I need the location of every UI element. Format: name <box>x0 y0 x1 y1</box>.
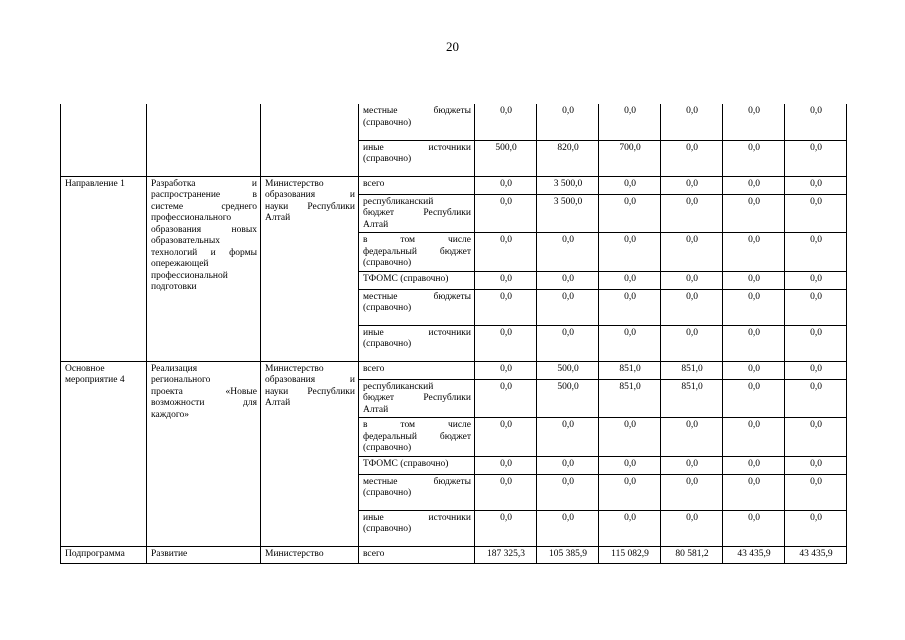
text-line: технологий и формы <box>151 247 257 258</box>
row-group-name: Подпрограмма <box>61 546 147 563</box>
page-number: 20 <box>446 39 459 54</box>
funding-source <box>359 289 475 325</box>
text-line: республиканский <box>363 196 434 207</box>
amount-cell: 0,0 <box>661 474 723 510</box>
amount-cell: 0,0 <box>599 271 661 289</box>
amount-cell: 0,0 <box>599 474 661 510</box>
row-group-name: Направление 1 <box>61 176 147 361</box>
text-line: регионального <box>151 375 211 385</box>
amount-cell: 187 325,3 <box>475 546 537 563</box>
amount-cell: 0,0 <box>599 104 661 140</box>
amount-cell: 500,0 <box>537 361 599 379</box>
text-line: местные бюджеты <box>363 476 471 487</box>
row-group-title <box>147 176 261 361</box>
amount-cell: 0,0 <box>599 418 661 457</box>
amount-cell: 0,0 <box>537 271 599 289</box>
text-line: Министерство <box>265 548 324 559</box>
text-line: бюджет Республики <box>363 208 471 218</box>
amount-cell: 0,0 <box>475 104 537 140</box>
amount-cell: 0,0 <box>723 456 785 474</box>
amount-cell: 0,0 <box>723 361 785 379</box>
amount-cell: 0,0 <box>785 289 847 325</box>
amount-cell: 0,0 <box>475 271 537 289</box>
amount-cell: 0,0 <box>785 510 847 546</box>
table-row <box>61 176 847 194</box>
amount-cell: 0,0 <box>661 194 723 233</box>
text-line: ТФОМС (справочно) <box>363 458 449 469</box>
amount-cell: 500,0 <box>537 379 599 418</box>
funding-source <box>359 510 475 546</box>
text-line: Алтай <box>363 404 389 415</box>
amount-cell: 851,0 <box>599 379 661 418</box>
text-line: (справочно) <box>363 524 412 534</box>
amount-cell: 0,0 <box>475 233 537 272</box>
text-line: распространение в <box>151 190 257 200</box>
amount-cell: 0,0 <box>785 361 847 379</box>
funding-source <box>359 140 475 176</box>
text-line: науки Республики <box>265 386 355 397</box>
amount-cell: 0,0 <box>537 456 599 474</box>
text-line: Министерство <box>265 363 324 374</box>
text-line: в том числе <box>363 420 471 430</box>
text-line: подготовки <box>151 282 197 292</box>
amount-cell: 851,0 <box>599 361 661 379</box>
table-body <box>61 104 847 563</box>
amount-cell: 0,0 <box>723 510 785 546</box>
funding-source <box>359 104 475 140</box>
text-line: образования и <box>265 375 355 385</box>
text-line: местные бюджеты <box>363 291 471 302</box>
amount-cell: 0,0 <box>599 456 661 474</box>
amount-cell: 0,0 <box>723 104 785 140</box>
amount-cell: 0,0 <box>661 233 723 272</box>
text-line: в том числе <box>363 235 471 245</box>
amount-cell: 0,0 <box>723 271 785 289</box>
amount-cell: 0,0 <box>661 140 723 176</box>
text-line: ТФОМС (справочно) <box>363 273 449 284</box>
text-line: всего <box>363 178 385 189</box>
funding-source <box>359 546 475 563</box>
amount-cell: 0,0 <box>537 233 599 272</box>
amount-cell: 0,0 <box>723 325 785 361</box>
amount-cell: 0,0 <box>785 456 847 474</box>
amount-cell: 0,0 <box>785 271 847 289</box>
amount-cell: 105 385,9 <box>537 546 599 563</box>
amount-cell: 0,0 <box>723 233 785 272</box>
text-line: каждого» <box>151 409 189 420</box>
text-line: (справочно) <box>363 339 412 349</box>
text-line: науки Республики <box>265 201 355 212</box>
amount-cell: 3 500,0 <box>537 194 599 233</box>
amount-cell: 0,0 <box>661 418 723 457</box>
text-line: Развитие <box>151 548 188 559</box>
amount-cell: 0,0 <box>785 194 847 233</box>
text-line: (справочно) <box>363 303 412 313</box>
amount-cell: 0,0 <box>599 194 661 233</box>
text-line: всего <box>363 548 385 559</box>
amount-cell: 0,0 <box>785 176 847 194</box>
text-line: федеральный бюджет <box>363 431 471 442</box>
text-line: Министерство <box>265 178 324 189</box>
amount-cell: 0,0 <box>475 456 537 474</box>
amount-cell: 3 500,0 <box>537 176 599 194</box>
amount-cell: 0,0 <box>661 325 723 361</box>
amount-cell: 0,0 <box>537 474 599 510</box>
funding-source <box>359 194 475 233</box>
amount-cell: 0,0 <box>723 194 785 233</box>
funding-source <box>359 361 475 379</box>
amount-cell: 0,0 <box>599 289 661 325</box>
text-line: всего <box>363 363 385 374</box>
amount-cell: 43 435,9 <box>785 546 847 563</box>
amount-cell: 0,0 <box>785 474 847 510</box>
text-line: (справочно) <box>363 117 412 128</box>
text-line: Алтай <box>363 219 389 230</box>
funding-source <box>359 474 475 510</box>
amount-cell: 0,0 <box>785 140 847 176</box>
text-line: Реализация <box>151 363 198 374</box>
text-line: бюджет Республики <box>363 393 471 403</box>
text-line: иные источники <box>363 142 471 153</box>
text-line: проекта «Новые <box>151 386 257 397</box>
amount-cell: 0,0 <box>599 510 661 546</box>
amount-cell: 0,0 <box>475 510 537 546</box>
text-line: системе среднего <box>151 201 257 212</box>
funding-source <box>359 418 475 457</box>
amount-cell: 0,0 <box>723 140 785 176</box>
text-line: федеральный бюджет <box>363 246 471 257</box>
funding-source <box>359 325 475 361</box>
row-group-executor <box>261 546 359 563</box>
amount-cell: 115 082,9 <box>599 546 661 563</box>
text-line: (справочно) <box>363 258 412 268</box>
financing-table <box>60 104 847 564</box>
row-group-executor <box>261 176 359 361</box>
amount-cell: 0,0 <box>475 194 537 233</box>
amount-cell: 0,0 <box>661 271 723 289</box>
amount-cell: 0,0 <box>599 233 661 272</box>
amount-cell: 0,0 <box>785 418 847 457</box>
text-line: возможности для <box>151 398 257 408</box>
amount-cell: 500,0 <box>475 140 537 176</box>
amount-cell: 0,0 <box>723 176 785 194</box>
text-line: (справочно) <box>363 443 412 453</box>
amount-cell: 851,0 <box>661 361 723 379</box>
funding-source <box>359 176 475 194</box>
funding-source <box>359 379 475 418</box>
text-line: Алтай <box>265 213 291 223</box>
amount-cell: 0,0 <box>537 510 599 546</box>
amount-cell: 0,0 <box>661 104 723 140</box>
amount-cell: 0,0 <box>661 456 723 474</box>
amount-cell: 0,0 <box>475 325 537 361</box>
amount-cell: 0,0 <box>475 361 537 379</box>
table-row <box>61 546 847 563</box>
amount-cell: 851,0 <box>661 379 723 418</box>
row-group-executor <box>261 104 359 176</box>
amount-cell: 80 581,2 <box>661 546 723 563</box>
amount-cell: 700,0 <box>599 140 661 176</box>
amount-cell: 0,0 <box>661 289 723 325</box>
text-line: профессиональной <box>151 270 228 281</box>
text-line: опережающей <box>151 259 209 269</box>
row-group-title <box>147 546 261 563</box>
amount-cell: 0,0 <box>723 418 785 457</box>
table-row <box>61 104 847 140</box>
text-line: местные бюджеты <box>363 106 471 116</box>
amount-cell: 0,0 <box>785 325 847 361</box>
amount-cell: 0,0 <box>599 325 661 361</box>
text-line: республиканский <box>363 381 434 392</box>
funding-source <box>359 233 475 272</box>
amount-cell: 0,0 <box>475 289 537 325</box>
text-line: образования и <box>265 190 355 200</box>
amount-cell: 0,0 <box>661 176 723 194</box>
amount-cell: 0,0 <box>661 510 723 546</box>
text-line: Разработка и <box>151 178 257 189</box>
text-line: Алтай <box>265 398 291 408</box>
amount-cell: 0,0 <box>537 104 599 140</box>
text-line: иные источники <box>363 327 471 338</box>
text-line: (справочно) <box>363 154 412 164</box>
row-group-name: Основное мероприятие 4 <box>61 361 147 546</box>
row-group-title <box>147 104 261 176</box>
amount-cell: 0,0 <box>785 233 847 272</box>
text-line: профессионального <box>151 213 232 223</box>
text-line: образовательных <box>151 236 220 246</box>
amount-cell: 0,0 <box>475 379 537 418</box>
amount-cell: 820,0 <box>537 140 599 176</box>
funding-source <box>359 271 475 289</box>
amount-cell: 0,0 <box>537 418 599 457</box>
amount-cell: 0,0 <box>785 104 847 140</box>
funding-source <box>359 456 475 474</box>
amount-cell: 0,0 <box>537 325 599 361</box>
amount-cell: 0,0 <box>475 474 537 510</box>
row-group-name <box>61 104 147 176</box>
amount-cell: 0,0 <box>537 289 599 325</box>
amount-cell: 0,0 <box>475 176 537 194</box>
amount-cell: 0,0 <box>599 176 661 194</box>
table-row <box>61 361 847 379</box>
amount-cell: 0,0 <box>475 418 537 457</box>
row-group-title <box>147 361 261 546</box>
amount-cell: 43 435,9 <box>723 546 785 563</box>
text-line: (справочно) <box>363 488 412 498</box>
row-group-executor <box>261 361 359 546</box>
amount-cell: 0,0 <box>723 474 785 510</box>
text-line: образования новых <box>151 224 257 235</box>
amount-cell: 0,0 <box>785 379 847 418</box>
text-line: иные источники <box>363 512 471 523</box>
amount-cell: 0,0 <box>723 379 785 418</box>
amount-cell: 0,0 <box>723 289 785 325</box>
